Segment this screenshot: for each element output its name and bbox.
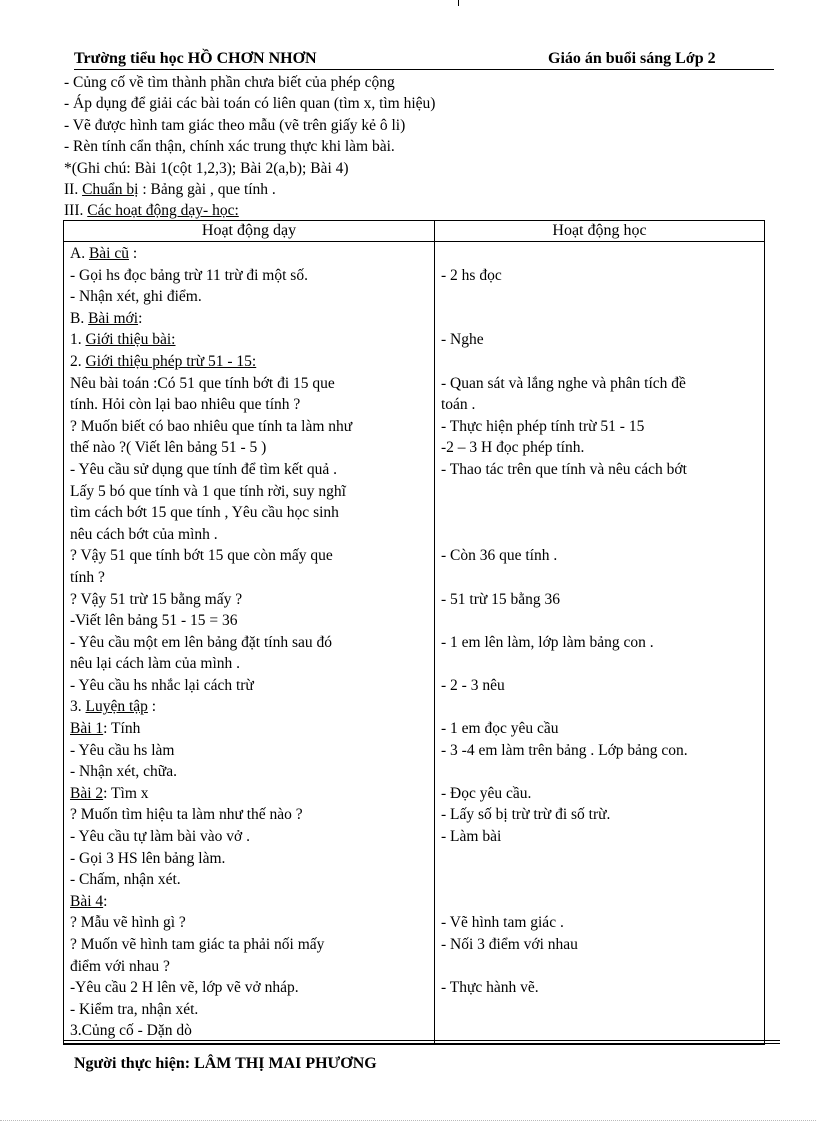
student-line <box>441 999 759 1021</box>
student-line: - Nối 3 điểm với nhau <box>441 936 578 953</box>
student-line <box>441 286 759 308</box>
student-line: - 1 em đọc yêu cầu <box>441 720 559 738</box>
teacher-line: - Yêu cầu một em lên bảng đặt tính sau đó <box>70 633 332 651</box>
teacher-line: A. Bài cũ : <box>70 245 138 262</box>
student-line: - Đọc yêu cầu. <box>441 784 532 802</box>
teacher-line: 3.Củng cố - Dặn dò <box>70 1022 192 1040</box>
teacher-line: nêu lại cách làm của mình . <box>70 655 241 673</box>
teacher-line: tìm cách bớt 15 que tính , Yêu cầu học sinh <box>70 504 339 522</box>
signer-label: Người thực hiện: <box>74 1055 191 1072</box>
preparation-title: Chuẩn bị <box>82 181 139 199</box>
top-margin-mark <box>458 0 459 6</box>
signer-name: LÂM THỊ MAI PHƯƠNG <box>194 1055 377 1072</box>
student-line: - Thao tác trên que tính và nêu cách bớt <box>441 460 687 478</box>
teacher-column-header: Hoạt động dạy <box>64 221 435 242</box>
activities-title: Các hoạt động dạy- học: <box>87 202 239 220</box>
teacher-line: - Nhận xét, ghi điểm. <box>70 288 202 306</box>
student-line: - Còn 36 que tính . <box>441 547 558 565</box>
objective-line: - Áp dụng để giải các bài toán có liên quan (tìm x, tìm hiệu) <box>64 95 436 113</box>
student-column-header: Hoạt động học <box>435 221 765 242</box>
teacher-line: Lấy 5 bó que tính và 1 que tính rời, suy nghĩ <box>70 482 346 500</box>
page-bottom-border <box>0 1120 816 1122</box>
objective-line: - Củng cố về tìm thành phần chưa biết của phép cộng <box>64 74 395 91</box>
student-line <box>441 956 759 978</box>
teacher-line: - Yêu cầu tự làm bài vào vở . <box>70 828 251 846</box>
note-line: *(Ghi chú: Bài 1(cột 1,2,3); Bài 2(a,b); Bài 4) <box>64 159 349 177</box>
student-line <box>441 891 759 913</box>
student-line <box>441 308 759 330</box>
student-line <box>441 653 759 675</box>
teacher-line: ? Muốn tìm hiệu ta làm như thế nào ? <box>70 806 303 824</box>
preparation-text: : Bảng gài , que tính . <box>138 181 276 199</box>
teacher-line: tính ? <box>70 568 105 586</box>
student-line <box>441 243 759 265</box>
header-rule <box>74 69 774 70</box>
teacher-line: 1. Giới thiệu bài: <box>70 331 176 349</box>
objective-line: - Vẽ được hình tam giác theo mẫu (vẽ trên giấy kẻ ô li) <box>64 116 406 134</box>
teacher-line: - Kiểm tra, nhận xét. <box>70 1000 199 1018</box>
teacher-line: ? Mẫu vẽ hình gì ? <box>70 914 186 932</box>
student-line <box>441 610 759 632</box>
student-line <box>441 351 759 373</box>
student-line: - Làm bài <box>441 828 502 846</box>
teacher-line: ? Muốn vẽ hình tam giác ta phải nối mấy <box>70 936 325 953</box>
activities-number: III. <box>64 202 88 220</box>
student-line <box>441 502 759 524</box>
teacher-line: Bài 4: <box>70 892 108 910</box>
activities-heading <box>64 200 764 221</box>
student-line: - 2 - 3 nêu <box>441 676 505 694</box>
teacher-activities-cell <box>64 242 435 1045</box>
activities-table <box>63 220 765 1045</box>
teacher-line: Bài 2: Tìm x <box>70 784 149 802</box>
student-line <box>441 696 759 718</box>
teacher-signature <box>74 1055 377 1073</box>
teacher-line: - Nhận xét, chữa. <box>70 763 177 781</box>
student-line: - Thực hiện phép tính trừ 51 - 15 <box>441 417 645 435</box>
student-line: - Lấy số bị trừ trừ đi số trừ. <box>441 806 611 824</box>
teacher-line: Nêu bài toán :Có 51 que tính bớt đi 15 que <box>70 374 335 392</box>
student-line: - Vẽ hình tam giác . <box>441 914 564 932</box>
teacher-line: điểm với nhau ? <box>70 957 170 975</box>
student-line: - 51 trừ 15 bằng 36 <box>441 590 561 608</box>
teacher-line: ? Vậy 51 trừ 15 bằng mấy ? <box>70 590 243 608</box>
lesson-plan-title: Giáo án buổi sáng Lớp 2 <box>548 50 716 67</box>
teacher-line: tính. Hỏi còn lại bao nhiêu que tính ? <box>70 396 301 414</box>
student-line <box>441 524 759 546</box>
student-line: - 1 em lên làm, lớp làm bảng con . <box>441 633 654 651</box>
student-line: - 2 hs đọc <box>441 266 502 284</box>
teacher-line: thế nào ?( Viết lên bảng 51 - 5 ) <box>70 439 267 457</box>
preparation-line <box>64 179 764 200</box>
teacher-line: 3. Luyện tập : <box>70 698 157 716</box>
student-line: - Quan sát và lắng nghe và phân tích đề <box>441 374 686 392</box>
teacher-line: Bài 1: Tính <box>70 720 141 738</box>
school-name: Trường tiểu học HỒ CHƠN NHƠN <box>74 50 317 67</box>
teacher-line: -Yêu cầu 2 H lên vẽ, lớp vẽ vở nháp. <box>70 979 299 997</box>
student-line: - 3 -4 em làm trên bảng . Lớp bảng con. <box>441 741 688 759</box>
teacher-line: - Chấm, nhận xét. <box>70 871 181 889</box>
teacher-line: - Yêu cầu sử dụng que tính để tìm kết quả . <box>70 460 337 478</box>
teacher-line: - Yêu cầu hs làm <box>70 741 175 759</box>
student-line: - Nghe <box>441 331 484 349</box>
student-line <box>441 481 759 503</box>
teacher-line: -Viết lên bảng 51 - 15 = 36 <box>70 612 238 630</box>
footer-rule <box>63 1040 780 1041</box>
student-line <box>441 1020 759 1042</box>
teacher-line: ? Vậy 51 que tính bớt 15 que còn mấy que <box>70 547 333 565</box>
teacher-line: 2. Giới thiệu phép trừ 51 - 15: <box>70 352 257 370</box>
student-line <box>441 848 759 870</box>
teacher-line: B. Bài mới: <box>70 309 143 327</box>
student-line: -2 – 3 H đọc phép tính. <box>441 439 585 457</box>
teacher-line: - Gọi 3 HS lên bảng làm. <box>70 849 226 867</box>
student-line: toán . <box>441 396 476 414</box>
footer-rule-double <box>63 1043 780 1044</box>
objective-line: - Rèn tính cẩn thận, chính xác trung thực khi làm bài. <box>64 138 395 156</box>
table-header-row <box>64 221 765 242</box>
preparation-number: II. <box>64 181 83 199</box>
teacher-line: nêu cách bớt của mình . <box>70 525 218 543</box>
student-line <box>441 761 759 783</box>
teacher-line: - Gọi hs đọc bảng trừ 11 trừ đi một số. <box>70 266 308 284</box>
teacher-line: - Yêu cầu hs nhắc lại cách trừ <box>70 676 254 694</box>
student-line: - Thực hành vẽ. <box>441 979 539 997</box>
student-line <box>441 567 759 589</box>
lesson-intro <box>64 72 764 222</box>
teacher-line: ? Muốn biết có bao nhiêu que tính ta làm như <box>70 417 353 435</box>
student-activities-cell <box>435 242 765 1045</box>
student-line <box>441 869 759 891</box>
page-header <box>74 50 774 70</box>
